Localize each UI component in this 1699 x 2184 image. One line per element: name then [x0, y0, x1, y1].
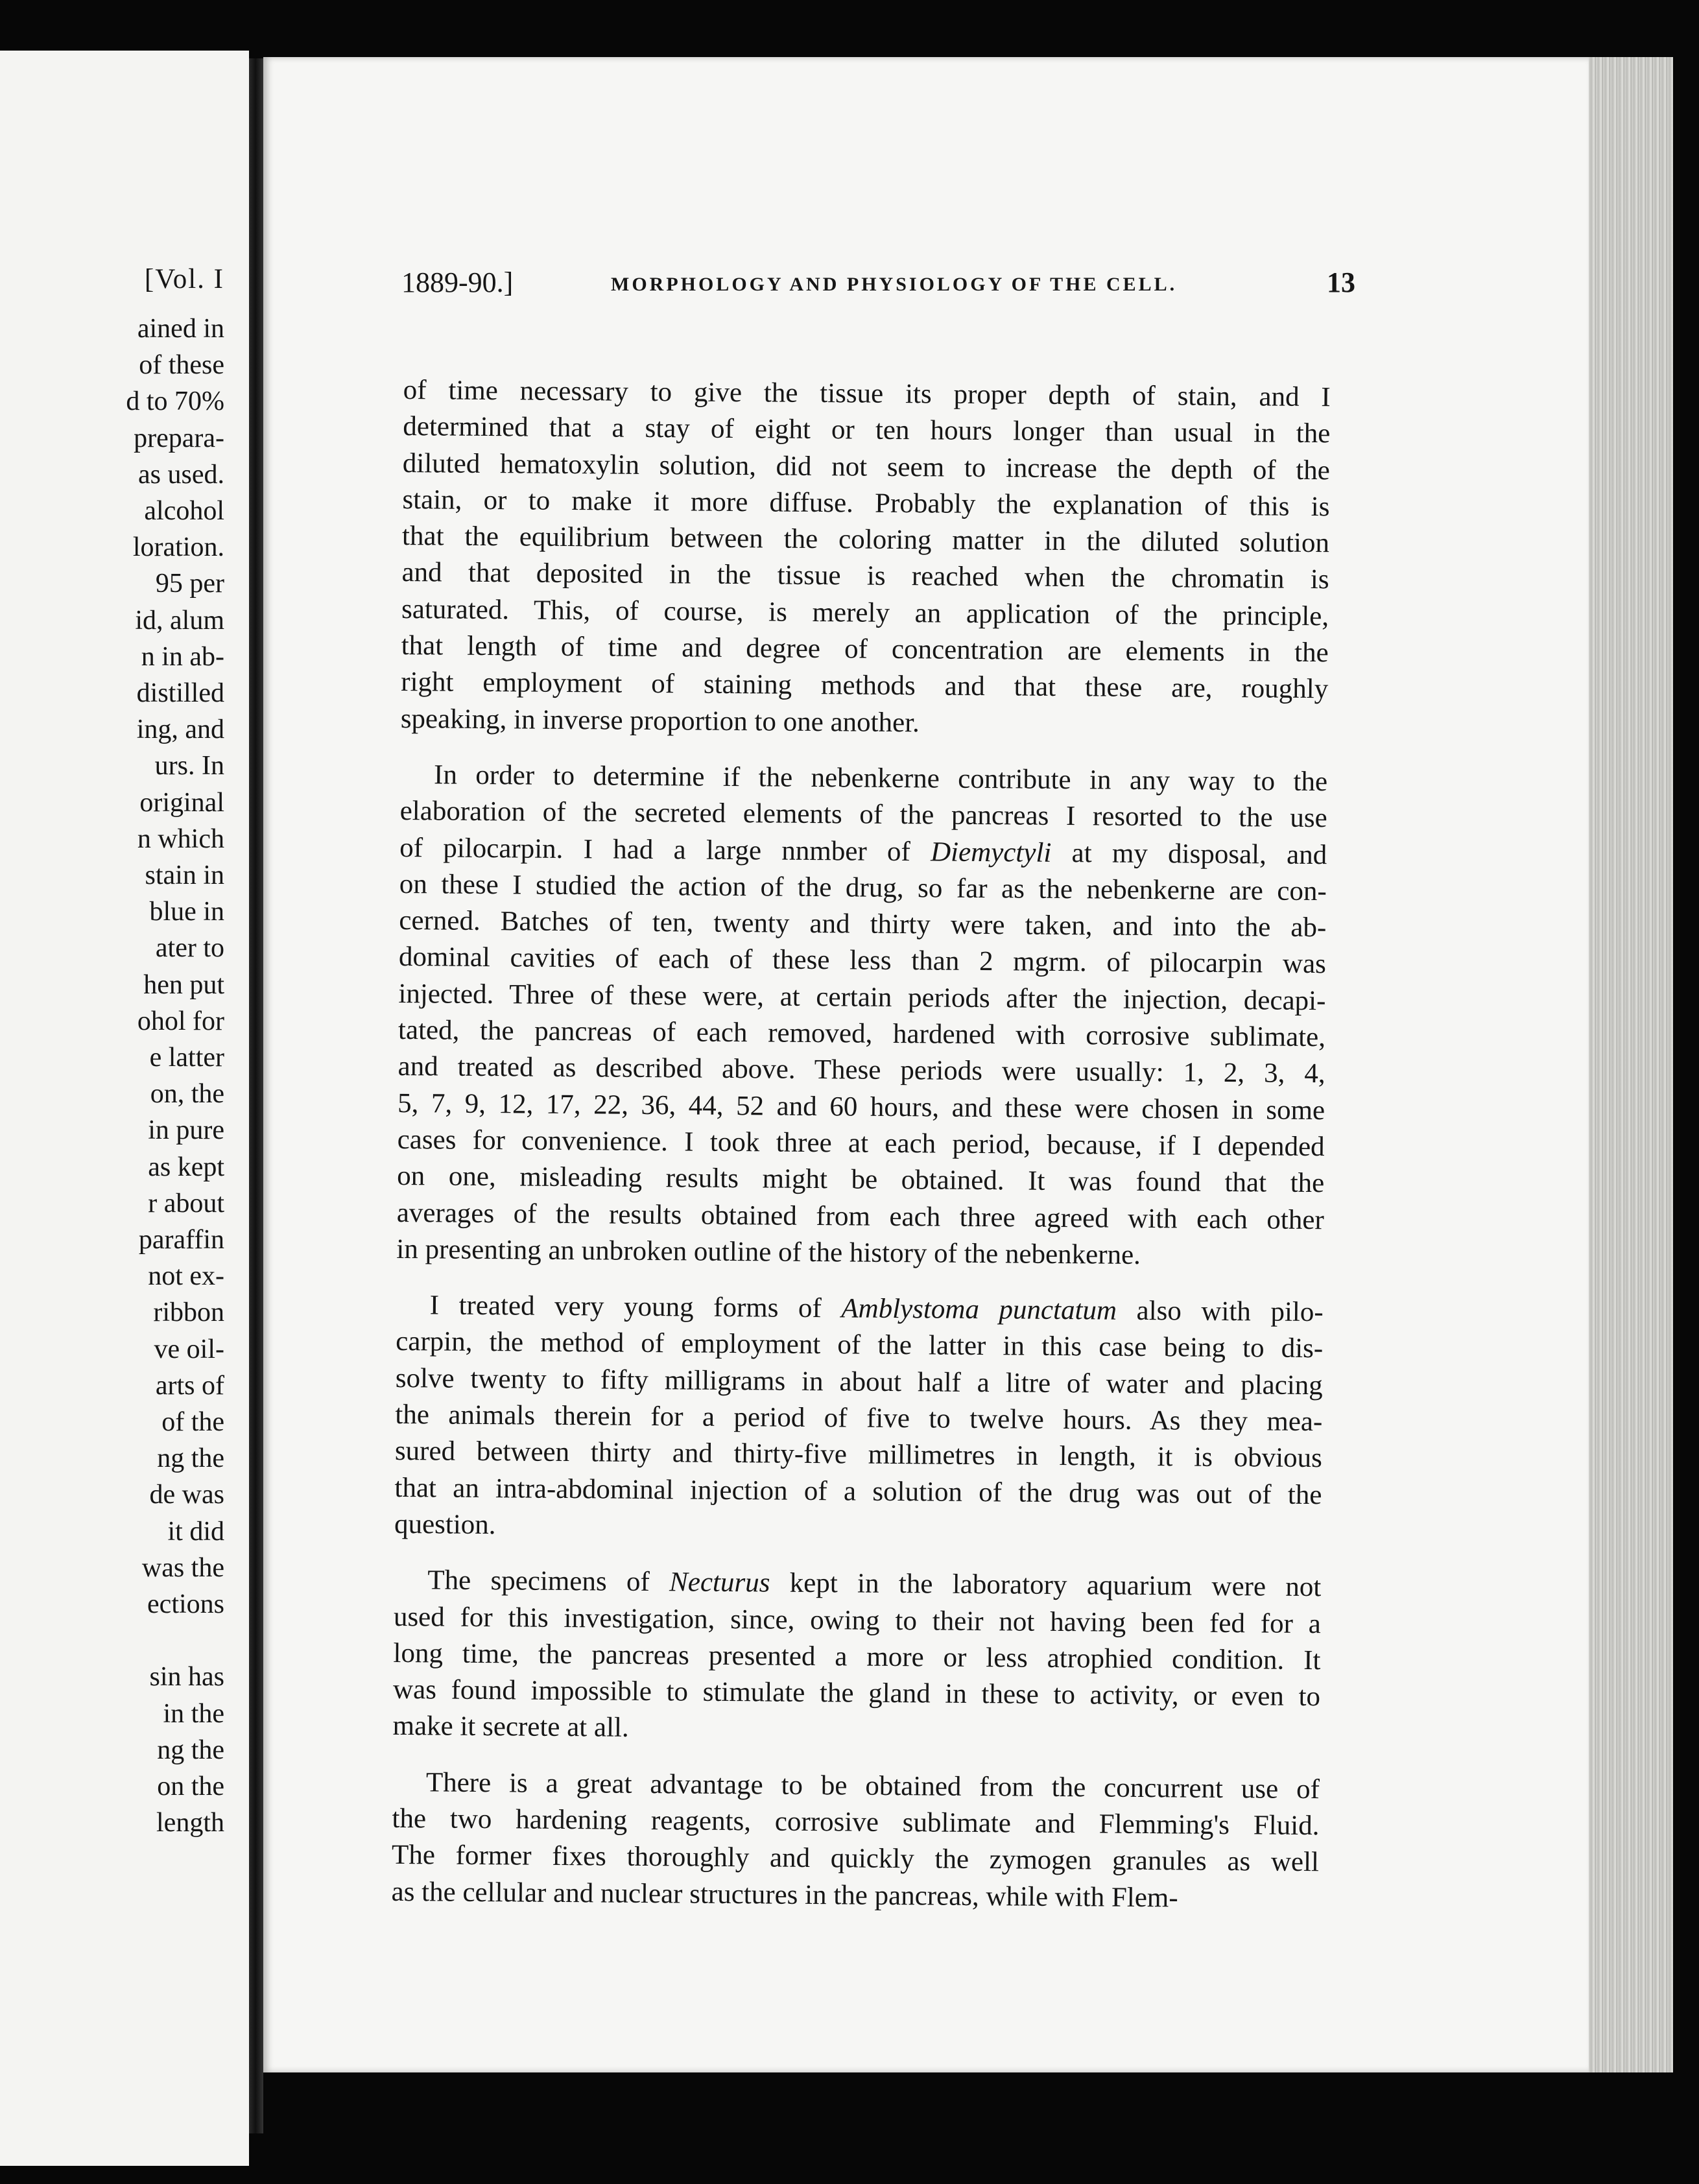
paragraph: [401, 372, 1331, 744]
text-line: I treated very young forms of Amblystoma punctatum also with pilo-: [429, 1290, 1324, 1328]
text-line: that an intra-abdominal injection of a solution of the drug was out of the: [394, 1472, 1322, 1510]
text-line: on these I studied the action of the drug, so far as the nebenkerne are con-: [399, 868, 1327, 907]
text-line: diluted hematoxylin solution, did not seem to increase the depth of the: [402, 447, 1331, 486]
text-line: on one, misleading results might be obtained. It was found that the: [397, 1161, 1325, 1199]
text-line: right employment of staining methods and that these are, roughly: [401, 667, 1329, 705]
left-page-line: it did: [167, 1516, 224, 1547]
left-page-line: alcohol: [144, 496, 224, 526]
left-page-line: n which: [137, 824, 224, 854]
text-line: that length of time and degree of concentration are elements in the: [401, 630, 1329, 669]
text-line: In order to determine if the nebenkerne contribute in any way to the: [433, 759, 1328, 798]
text-line: stain, or to make it more diffuse. Probably the explanation of this is: [402, 484, 1330, 523]
text-line: dominal cavities of each of these less than 2 mgrm. of pilocarpin was: [398, 942, 1327, 980]
text-line: averages of the results obtained from each three agreed with each other: [396, 1197, 1324, 1235]
running-head: [263, 266, 1589, 318]
text-line: of pilocarpin. I had a large nnmber of Diemyctyli at my disposal, and: [399, 832, 1327, 870]
left-page-line: ribbon: [153, 1298, 224, 1328]
text-line: The specimens of Necturus kept in the laboratory aquarium were not: [427, 1565, 1322, 1603]
paragraph: [392, 1562, 1321, 1752]
left-page-line: as used.: [138, 459, 224, 490]
left-page-line: arts of: [155, 1370, 224, 1401]
left-page-line: prepara-: [134, 423, 224, 453]
header-title: MORPHOLOGY AND PHYSIOLOGY OF THE CELL.: [611, 274, 1178, 295]
paragraph: [391, 1764, 1320, 1917]
left-page-line: ing, and: [136, 715, 224, 745]
book-gutter: [249, 58, 263, 2133]
left-page-line: r about: [148, 1188, 224, 1218]
left-page-line: urs. In: [154, 751, 224, 781]
page-edge: [1589, 57, 1673, 2072]
body-text: [391, 372, 1331, 1917]
italic-term: Diemyctyli: [930, 836, 1052, 868]
left-page-line: loration.: [132, 532, 224, 563]
left-page-line: stain in: [145, 861, 224, 890]
text-line: and treated as described above. These periods were usually: 1, 2, 3, 4,: [398, 1051, 1325, 1089]
italic-term: Necturus: [669, 1567, 770, 1598]
left-page-line: of the: [161, 1407, 224, 1437]
left-page-line: 95 per: [155, 569, 224, 599]
text-line: as the cellular and nuclear structures in the pancreas, while with Flem-: [391, 1876, 1178, 1914]
left-page-line: as kept: [148, 1152, 224, 1182]
text-line: speaking, in inverse proportion to one another.: [400, 703, 920, 738]
left-page-line: ng the: [157, 1735, 224, 1765]
text-line: was found impossible to stimulate the gland in these to activity, or even to: [392, 1674, 1321, 1713]
left-page-line: sin has: [149, 1662, 224, 1692]
text-line: 5, 7, 9, 12, 17, 22, 36, 44, 52 and 60 hours, and these were chosen in some: [397, 1087, 1325, 1126]
left-page-line: ained in: [137, 314, 224, 344]
left-page-line: ections: [147, 1589, 224, 1619]
left-page-line: ohol for: [137, 1006, 224, 1036]
text-line: the animals therein for a period of five to twelve hours. As they mea-: [395, 1399, 1323, 1438]
text-line: tated, the pancreas of each removed, hardened with corrosive sublimate,: [398, 1015, 1326, 1053]
left-page-line: e latter: [149, 1043, 224, 1073]
page-number: 13: [1327, 267, 1355, 298]
text-line: long time, the pancreas presented a more or less atrophied condition. It: [393, 1637, 1321, 1676]
left-page-line: paraffin: [138, 1225, 224, 1255]
text-line: and that deposited in the tissue is reached when the chromatin is: [401, 557, 1329, 595]
left-page-line: on the: [157, 1772, 224, 1801]
left-page-line: hen put: [143, 969, 224, 1000]
left-page-line: distilled: [136, 678, 224, 708]
left-page-line: not ex-: [148, 1261, 224, 1292]
left-page-line: in pure: [148, 1115, 224, 1146]
left-page-line: of these: [139, 350, 224, 381]
text-line: cases for convenience. I took three at each period, because, if I depended: [397, 1124, 1325, 1163]
text-line: The former fixes thoroughly and quickly the zymogen granules as well: [391, 1840, 1320, 1878]
left-page-line: d to 70%: [126, 386, 224, 417]
text-line: sured between thirty and thirty-five millimetres in length, it is obvious: [394, 1436, 1323, 1474]
right-page: [263, 57, 1589, 2072]
left-page-line: length: [156, 1808, 224, 1838]
text-line: saturated. This, of course, is merely an application of the principle,: [401, 593, 1329, 632]
italic-term: Amblystoma punctatum: [841, 1293, 1117, 1326]
text-line: of time necessary to give the tissue its proper depth of stain, and I: [403, 374, 1331, 413]
text-line: determined that a stay of eight or ten hours longer than usual in the: [403, 411, 1331, 449]
left-page-line: in the: [163, 1698, 224, 1729]
left-page-line: de was: [149, 1480, 224, 1510]
left-page-line: ve oil-: [154, 1334, 224, 1364]
text-line: make it secrete at all.: [392, 1711, 629, 1744]
text-line: the two hardening reagents, corrosive sublimate and Flemming's Fluid.: [392, 1803, 1320, 1842]
left-page-line: id, alum: [135, 605, 224, 635]
left-page-line: n in ab-: [141, 641, 224, 672]
paragraph: [394, 1287, 1324, 1550]
left-page-line: on, the: [150, 1079, 224, 1110]
left-page-line: original: [139, 787, 224, 818]
text-line: There is a great advantage to be obtained from the concurrent use of: [425, 1767, 1320, 1805]
text-line: cerned. Batches of ten, twenty and thirty were taken, and into the ab-: [399, 905, 1327, 944]
text-line: carpin, the method of employment of the latter in this case being to dis-: [396, 1326, 1324, 1364]
text-line: that the equilibrium between the coloring matter in the diluted solution: [401, 521, 1330, 559]
left-page-fragment: [0, 51, 249, 2166]
text-line: used for this investigation, since, owing to their not having been fed for a: [393, 1601, 1322, 1639]
text-line: elaboration of the secreted elements of the pancreas I resorted to the use: [399, 796, 1327, 834]
paragraph: [396, 757, 1327, 1275]
text-line: injected. Three of these were, at certain periods after the injection, decapi-: [398, 978, 1326, 1016]
left-page-header: [Vol. I: [144, 264, 224, 294]
text-line: in presenting an unbroken outline of the history of the nebenkerne.: [396, 1233, 1141, 1270]
text-line: solve twenty to fifty milligrams in about half a litre of water and placing: [395, 1362, 1323, 1401]
text-line: question.: [394, 1508, 496, 1541]
header-date: 1889-90.]: [401, 267, 514, 298]
left-page-line: ater to: [155, 933, 224, 964]
left-page-line: was the: [141, 1552, 224, 1583]
left-page-line: blue in: [149, 897, 224, 927]
left-page-line: ng the: [157, 1443, 224, 1474]
